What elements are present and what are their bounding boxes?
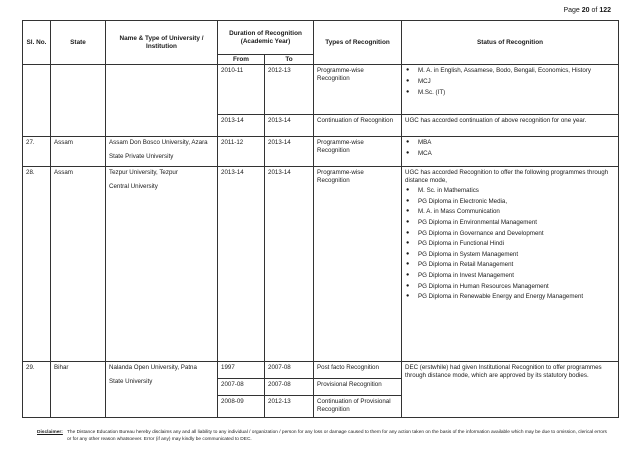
status-cell (402, 65, 619, 115)
university-name: Nalanda Open University, Patna (109, 364, 197, 372)
status-cell: UGC has accorded continuation of above recognition for one year. (402, 115, 619, 137)
university-cell (106, 137, 218, 167)
university-type: State University (109, 377, 153, 385)
list-item: ● PG Diploma in Environmental Management (405, 219, 615, 226)
sl-cell: 29. (23, 362, 51, 418)
type-cell: Continuation of Recognition (314, 115, 402, 137)
table-row (23, 362, 619, 379)
list-item: ● PG Diploma in System Management (405, 251, 615, 258)
university-name: Tezpur University, Tezpur (109, 169, 178, 177)
status-intro: UGC has accorded Recognition to offer the following programmes through distance mode, (405, 169, 609, 184)
table-row (23, 65, 619, 115)
list-item: ● PG Diploma in Electronic Media, (405, 198, 615, 205)
header-status: Status of Recognition (402, 21, 619, 65)
table-row (23, 137, 619, 167)
to-cell: 2013-14 (265, 167, 314, 362)
state-cell: Assam (51, 167, 106, 362)
header-from: From (218, 55, 265, 65)
list-item: ● PG Diploma in Governance and Development (405, 230, 615, 237)
list-item: ● PG Diploma in Retail Management (405, 261, 615, 268)
from-cell: 2013-14 (218, 167, 265, 362)
to-cell: 2013-14 (265, 137, 314, 167)
list-item: ● M. Sc. in Mathematics (405, 187, 615, 194)
header-university: Name & Type of University / Institution (106, 21, 218, 65)
header-types: Types of Recognition (314, 21, 402, 65)
disclaimer-text: The Distance Education Bureau hereby disclaims any and all liability to any individual / organization / person for any loss or damage caused to them for any action taken on the basis of the information available which may be due to omission, clerical errors or for any other reason whatsoever. Error (if any) may kindly be communicated to DEC. (67, 430, 607, 442)
list-item: ● MCJ (405, 78, 615, 85)
to-cell: 2012-13 (265, 65, 314, 115)
to-cell: 2012-13 (265, 396, 314, 418)
list-item: ● M.Sc. (IT) (405, 89, 615, 96)
header-duration: Duration of Recognition (Academic Year) (218, 21, 314, 55)
from-cell: 1997 (218, 362, 265, 379)
status-cell (402, 167, 619, 362)
list-item: ● M. A. in Mass Communication (405, 208, 615, 215)
header-to: To (265, 55, 314, 65)
recognition-table (22, 20, 619, 418)
to-cell: 2013-14 (265, 115, 314, 137)
from-cell: 2011-12 (218, 137, 265, 167)
list-item: ● PG Diploma in Invest Management (405, 272, 615, 279)
university-cell (106, 362, 218, 418)
state-cell: Bihar (51, 362, 106, 418)
header-sl-no: Sl. No. (23, 21, 51, 65)
to-cell: 2007-08 (265, 379, 314, 396)
list-item: ● PG Diploma in Renewable Energy and Energy Management (405, 293, 615, 300)
disclaimer-label: Disclaimer: (37, 430, 63, 435)
from-cell: 2010-11 (218, 65, 265, 115)
type-cell: Post facto Recognition (314, 362, 402, 379)
table-row (23, 167, 619, 362)
university-type: State Private University (109, 152, 174, 160)
from-cell: 2007-08 (218, 379, 265, 396)
status-cell: DEC (erstwhile) had given Institutional Recognition to offer programmes through distance mode, which are approved by its statutory bodies. (402, 362, 619, 418)
from-cell: 2008-09 (218, 396, 265, 418)
university-cell (106, 167, 218, 362)
list-item: ● M. A. in English, Assamese, Bodo, Bengali, Economics, History (405, 67, 615, 74)
type-cell: Programme-wise Recognition (314, 167, 402, 362)
to-cell: 2007-08 (265, 362, 314, 379)
type-cell: Continuation of Provisional Recognition (314, 396, 402, 418)
list-item: ● MCA (405, 150, 615, 157)
university-name: Assam Don Bosco University, Azara (109, 139, 208, 147)
from-cell: 2013-14 (218, 115, 265, 137)
sl-cell: 28. (23, 167, 51, 362)
type-cell: Programme-wise Recognition (314, 137, 402, 167)
page-number: Page 20 of 122 (563, 7, 611, 14)
type-cell: Programme-wise Recognition (314, 65, 402, 115)
status-cell (402, 137, 619, 167)
university-type: Central University (109, 182, 158, 190)
list-item: ● PG Diploma in Functional Hindi (405, 240, 615, 247)
state-cell: Assam (51, 137, 106, 167)
list-item: ● MBA (405, 139, 615, 146)
list-item: ● PG Diploma in Human Resources Management (405, 283, 615, 290)
type-cell: Provisional Recognition (314, 379, 402, 396)
header-state: State (51, 21, 106, 65)
sl-cell: 27. (23, 137, 51, 167)
